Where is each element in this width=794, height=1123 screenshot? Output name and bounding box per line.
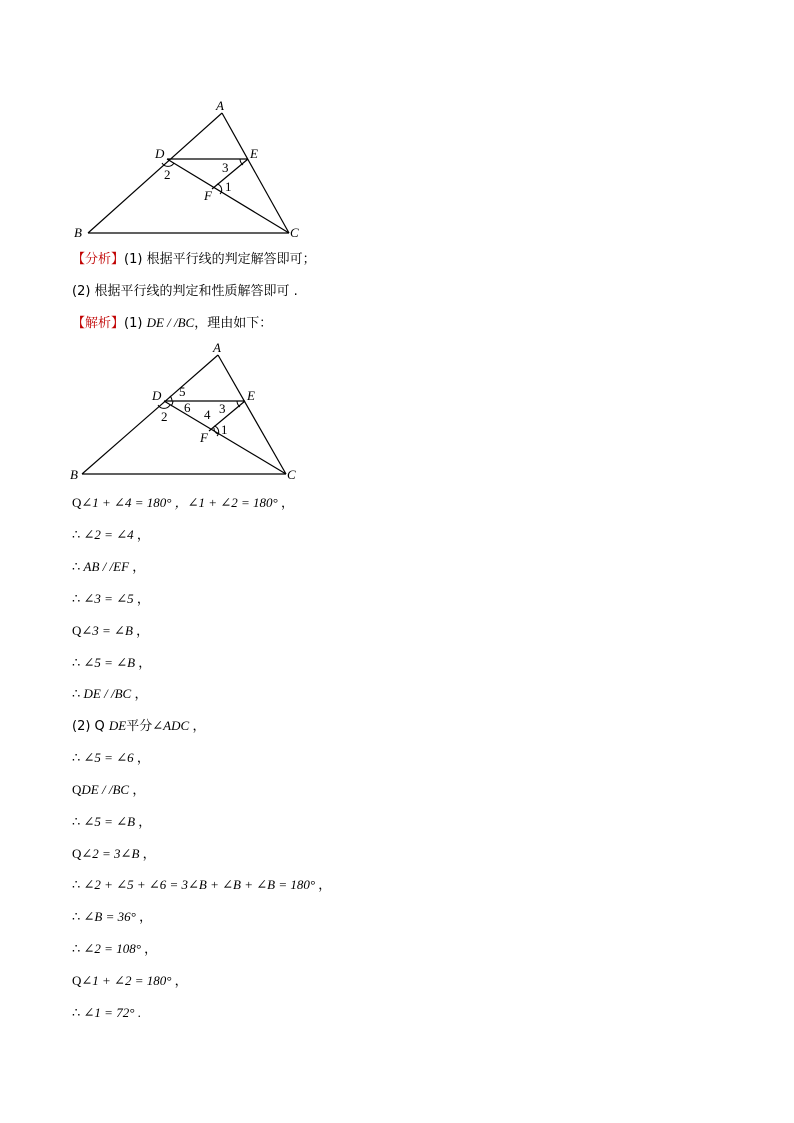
angle-label-2: 2 [164,167,171,182]
step-math: ∠3 = ∠B [81,623,133,638]
step-math: DE / /BC [81,782,130,797]
angle-label-2: 2 [161,409,168,424]
step-math: ∠1 + ∠4 = 180° ，∠1 + ∠2 = 180° [81,495,278,510]
step-line [72,876,331,894]
step-line [72,654,151,672]
label-d: D [155,146,165,161]
label-f: F [200,430,208,445]
label-c: C [290,225,299,240]
label-a: A [213,340,221,355]
label-e: E [247,388,255,403]
angle-label-1: 1 [225,179,232,194]
step-line [72,940,157,958]
step-line [72,590,150,608]
step-line [72,972,188,990]
solution-part2-math-1: DE [108,718,127,733]
step-math: ∠2 + ∠5 + ∠6 = 3∠B + ∠B + ∠B = 180° [83,877,316,892]
step-end: ， [133,750,150,765]
step-math: ∠2 = 108° [83,941,141,956]
step-end: ， [139,846,156,861]
solution-part1-math: DE / /BC [146,315,195,330]
step-line [72,749,150,767]
step-math: ∠3 = ∠5 [83,591,134,606]
label-f: F [204,188,212,203]
step-end: ， [129,559,146,574]
step-math: ∠5 = ∠B [83,814,136,829]
angle-arc-3 [237,401,240,407]
segment-ab [82,355,218,474]
step-math: ∠B = 36° [83,909,136,924]
step-end: ， [140,941,158,956]
label-d: D [152,388,162,403]
step-end: ， [135,909,153,924]
angle-arc-6 [171,401,173,406]
step-math: ∠5 = ∠6 [83,750,134,765]
step-end: ， [171,973,188,988]
step-lead: ∴ [72,559,84,574]
step-lead: ∴ [72,686,84,701]
step-lead: Q [72,846,82,861]
step-math: ∠1 + ∠2 = 180° [81,973,172,988]
angle-arc-1 [217,184,222,194]
step-line [72,908,152,926]
step-line [72,526,150,544]
step-line [72,685,147,703]
angle-label-4: 4 [204,407,211,422]
step-math: ∠5 = ∠B [83,655,136,670]
step-end: . [134,1005,141,1020]
step-lead: ∴ [72,909,84,924]
step-math: ∠2 = ∠4 [83,527,134,542]
step-end: ， [135,814,152,829]
step-end: ， [135,655,152,670]
step-lead: ∴ [72,877,84,892]
step-lead: Q [72,782,82,797]
label-a: A [216,98,224,113]
step-end: ， [133,591,150,606]
step-line [72,845,156,863]
angle-label-5: 5 [179,384,186,399]
analysis-line-2: (2) 根据平行线的判定和性质解答即可 . [72,284,298,299]
solution-part2-prefix: (2) Q [72,719,109,734]
angle-arc-5 [170,396,172,401]
angle-label-1: 1 [221,422,228,437]
angle-arc-3 [240,159,243,165]
step-lead: ∴ [72,591,84,606]
step-line [72,558,145,576]
step-end: ， [277,495,294,510]
analysis-tag: 【分析】 [72,252,125,267]
step-end: ， [132,623,150,638]
solution-part1-prefix: (1) [124,316,147,331]
step-end: ， [315,877,332,892]
segment-ab [88,113,222,233]
step-lead: ∴ [72,1005,84,1020]
analysis-line-1 [72,250,316,269]
solution-part2-math-2: ∠ADC [152,718,190,733]
step-lead: ∴ [72,655,84,670]
solution-part2-text: 平分 [126,719,153,734]
step-math: AB / /EF [83,559,130,574]
solution-part1-text: ，理由如下： [194,316,273,331]
step-math: ∠1 = 72° [83,1005,135,1020]
step-line [72,1004,141,1022]
step-math: DE / /BC [83,686,132,701]
angle-label-3: 3 [219,401,226,416]
step-end: ， [129,782,146,797]
step-line [72,494,294,512]
figure-2-triangle [60,337,320,487]
step-lead: ∴ [72,750,84,765]
step-line [72,622,149,640]
label-b: B [70,467,78,482]
step-lead: ∴ [72,941,84,956]
label-e: E [250,146,258,161]
step-lead: Q [72,973,82,988]
step-end: ， [131,686,148,701]
figure-1-triangle [60,95,320,245]
step-line [72,781,145,799]
solution-line-1 [72,314,272,333]
step-end: ， [133,527,150,542]
analysis-text-1: (1) 根据平行线的判定解答即可； [124,252,316,267]
label-c: C [287,467,296,482]
solution-part2-line [72,717,205,736]
step-lead: Q [72,495,82,510]
step-lead: Q [72,623,82,638]
angle-label-3: 3 [222,160,229,175]
solution-part2-end: ， [189,718,206,733]
step-lead: ∴ [72,814,84,829]
angle-label-6: 6 [184,400,191,415]
step-lead: ∴ [72,527,84,542]
label-b: B [74,225,82,240]
step-math: ∠2 = 3∠B [81,846,140,861]
solution-tag: 【解析】 [72,316,125,331]
step-line [72,813,151,831]
